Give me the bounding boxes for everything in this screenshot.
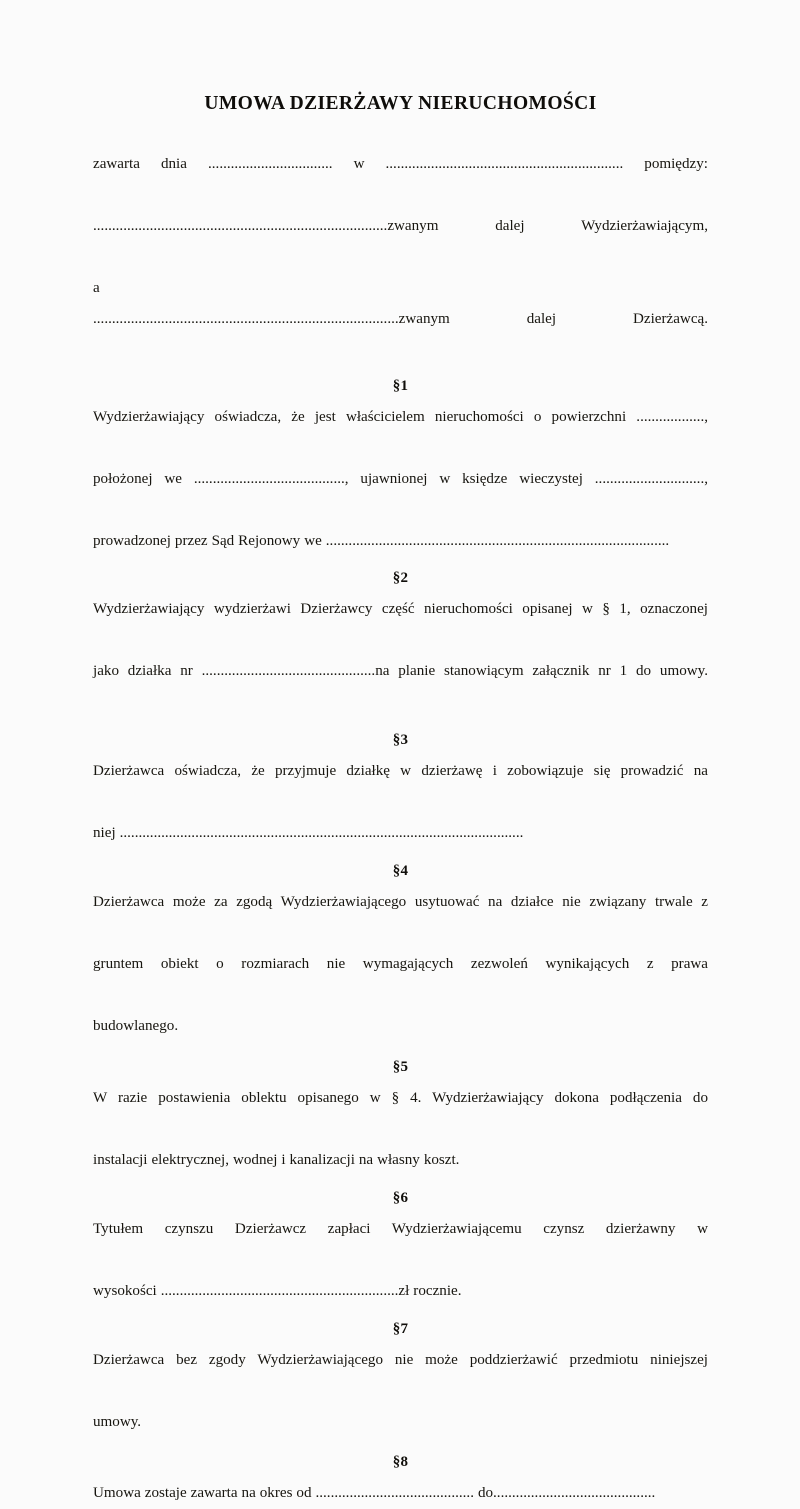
section-5	[93, 1052, 708, 1176]
section-2-line-1: Wydzierżawiający wydzierżawi Dzierżawcy część nieruchomości opisanej w § 1, oznaczonej	[93, 601, 708, 618]
preamble-line-1: zawarta dnia ................................. w ............................................................... pomiędzy:	[93, 156, 708, 173]
document-body	[93, 0, 708, 1509]
section-2-body	[93, 594, 708, 718]
section-1-body	[93, 402, 708, 557]
section-1-line-2: położonej we ........................................, ujawnionej w księdze wieczystej .............................,	[93, 471, 708, 488]
section-6-line-2: wysokości ...............................................................zł rocznie.	[93, 1283, 462, 1300]
section-6-line-1: Tytułem czynszu Dzierżawcz zapłaci Wydzierżawiającemu czynsz dzierżawny w	[93, 1221, 708, 1238]
section-5-line-1: W razie postawienia oblektu opisanego w § 4. Wydzierżawiający dokona podłączenia do	[93, 1090, 708, 1107]
section-7-body	[93, 1345, 708, 1438]
section-1-line-3: prowadzonej przez Sąd Rejonowy we ...........................................................................................	[93, 533, 670, 550]
section-7-line-2: umowy.	[93, 1414, 142, 1431]
section-3-body	[93, 756, 708, 849]
section-1-line-1: Wydzierżawiający oświadcza, że jest właścicielem nieruchomości o powierzchni ..................,	[93, 409, 708, 426]
section-3-line-1: Dzierżawca oświadcza, że przyjmuje działkę w dzierżawę i zobowiązuje się prowadzić na	[93, 763, 708, 780]
section-8-body	[93, 1478, 708, 1509]
section-3	[93, 725, 708, 849]
section-8	[93, 1447, 708, 1509]
section-3-heading: §3	[392, 732, 409, 749]
section-6	[93, 1183, 708, 1307]
section-4-heading: §4	[392, 863, 409, 880]
section-2-line-2: jako działka nr ..............................................na planie stanowiącym załącznik nr 1 do umowy.	[93, 663, 708, 680]
section-1-heading: §1	[392, 378, 409, 395]
section-5-body	[93, 1083, 708, 1176]
section-1	[93, 371, 708, 557]
section-4-line-3: budowlanego.	[93, 1018, 179, 1035]
section-4-body	[93, 887, 708, 1042]
section-4-line-1: Dzierżawca może za zgodą Wydzierżawiającego usytuować na działce nie związany trwale z	[93, 894, 708, 911]
preamble-line-4: .................................................................................zwanym dalej Dzierżawcą.	[93, 311, 708, 328]
preamble-line-2: ..............................................................................zwanym dalej Wydzierżawiającym,	[93, 218, 708, 235]
section-6-heading: §6	[392, 1190, 409, 1207]
section-3-line-2: niej ...........................................................................................................	[93, 825, 524, 842]
preamble-line-3: a	[93, 280, 100, 297]
section-5-line-2: instalacji elektrycznej, wodnej i kanalizacji na własny koszt.	[93, 1152, 460, 1169]
section-8-heading: §8	[392, 1454, 409, 1471]
section-5-heading: §5	[392, 1059, 409, 1076]
section-7-line-1: Dzierżawca bez zgody Wydzierżawiającego nie może poddzierżawić przedmiotu niniejszej	[93, 1352, 708, 1369]
section-4-line-2: gruntem obiekt o rozmiarach nie wymagających zezwoleń wynikających z prawa	[93, 956, 708, 973]
preamble-block	[93, 149, 708, 366]
section-2-heading: §2	[392, 570, 409, 587]
section-2	[93, 563, 708, 718]
page-title: UMOWA DZIERŻAWY NIERUCHOMOŚCI	[204, 93, 597, 114]
section-7-heading: §7	[392, 1321, 409, 1338]
section-8-line-1: Umowa zostaje zawarta na okres od .......................................... do...........................................	[93, 1485, 656, 1502]
section-7	[93, 1314, 708, 1438]
section-6-body	[93, 1214, 708, 1307]
section-4	[93, 856, 708, 1042]
